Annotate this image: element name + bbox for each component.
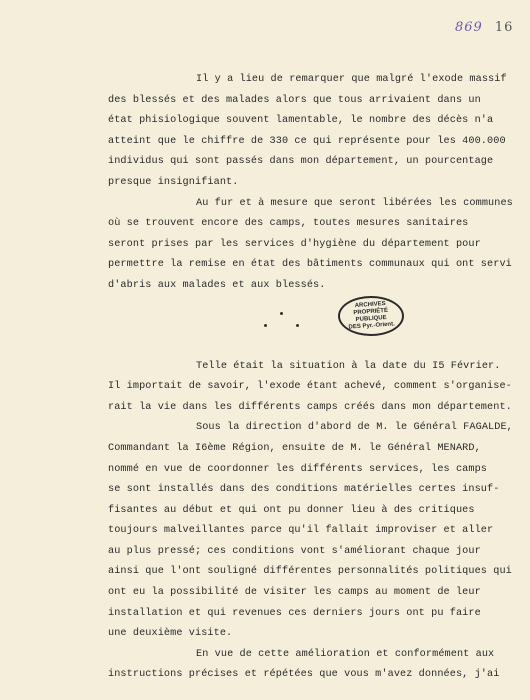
letter-body xyxy=(108,70,513,686)
stamp-line: PROPRIÉTÉ xyxy=(353,307,389,317)
text-line: atteint que le chiffre de 330 ce qui représente pour les 400.000 xyxy=(108,135,506,147)
folio-number xyxy=(455,20,513,35)
text-line: au plus pressé; ces conditions vont s'améliorant chaque jour xyxy=(108,545,481,557)
text-line: état phisiologique souvent lamentable, le nombre des décès n'a xyxy=(108,115,494,127)
text-line: nommé en vue de coordonner les différents services, les camps xyxy=(108,463,488,475)
text-line: où se trouvent encore des camps, toutes mesures sanitaires xyxy=(108,218,469,230)
stamp-line: DES Pyr.-Orient. xyxy=(348,321,396,331)
text-line: d'abris aux malades et aux blessés. xyxy=(108,279,326,291)
text-line: instructions précises et répétées que vous m'avez données, j'ai xyxy=(108,669,500,681)
text-line: des blessés et des malades alors que tous arrivaient dans un xyxy=(108,94,481,106)
text-line: Au fur et à mesure que seront libérées les communes xyxy=(196,197,513,209)
text-line: En vue de cette amélioration et conformément aux xyxy=(196,648,495,660)
section-gap xyxy=(108,297,502,357)
text-line: ainsi que l'ont souligné différentes personnalités politiques qui xyxy=(108,566,512,578)
text-line: Il y a lieu de remarquer que malgré l'exode massif xyxy=(196,74,507,85)
text-line: presque insignifiant. xyxy=(108,176,239,188)
folio-main: 869 xyxy=(455,20,483,35)
text-line: fisantes au début et qui ont pu donner lieu à des critiques xyxy=(108,504,475,516)
text-line: une deuxième visite. xyxy=(108,628,233,640)
text-line: se sont installés dans des conditions matérielles certes insuf- xyxy=(108,484,500,496)
text-line: installation et qui revenues ces derniers jours ont pu faire xyxy=(108,607,481,619)
text-line: seront prises par les services d'hygiène du département pour xyxy=(108,238,481,250)
folio-suffix: 16 xyxy=(494,20,514,35)
separator-dots xyxy=(262,308,302,332)
dot xyxy=(264,324,267,327)
text-line: toujours malveillantes parce qu'il fallait improviser et aller xyxy=(108,525,494,537)
text-line: ont eu la possibilité de visiter les camps au moment de leur xyxy=(108,587,481,599)
text-line: Sous la direction d'abord de M. le Général FAGALDE, xyxy=(196,422,513,434)
text-line: Telle était la situation à la date du I5 Février. xyxy=(196,360,501,372)
stamp-line: ARCHIVES xyxy=(354,300,386,310)
text-line: Commandant la I6ème Région, ensuite de M. le Général MENARD, xyxy=(108,442,481,454)
archives-stamp xyxy=(338,296,404,336)
text-line: permettre la remise en état des bâtiments communaux qui ont servi xyxy=(108,259,512,271)
stamp-line: PUBLIQUE xyxy=(355,314,387,324)
dot xyxy=(296,324,299,327)
text-line: individus qui sont passés dans mon département, un pourcentage xyxy=(108,156,494,168)
text-line: Il importait de savoir, l'exode étant achevé, comment s'organise- xyxy=(108,381,512,393)
dot xyxy=(280,312,283,315)
text-line: rait la vie dans les différents camps créés dans mon département. xyxy=(108,401,512,413)
